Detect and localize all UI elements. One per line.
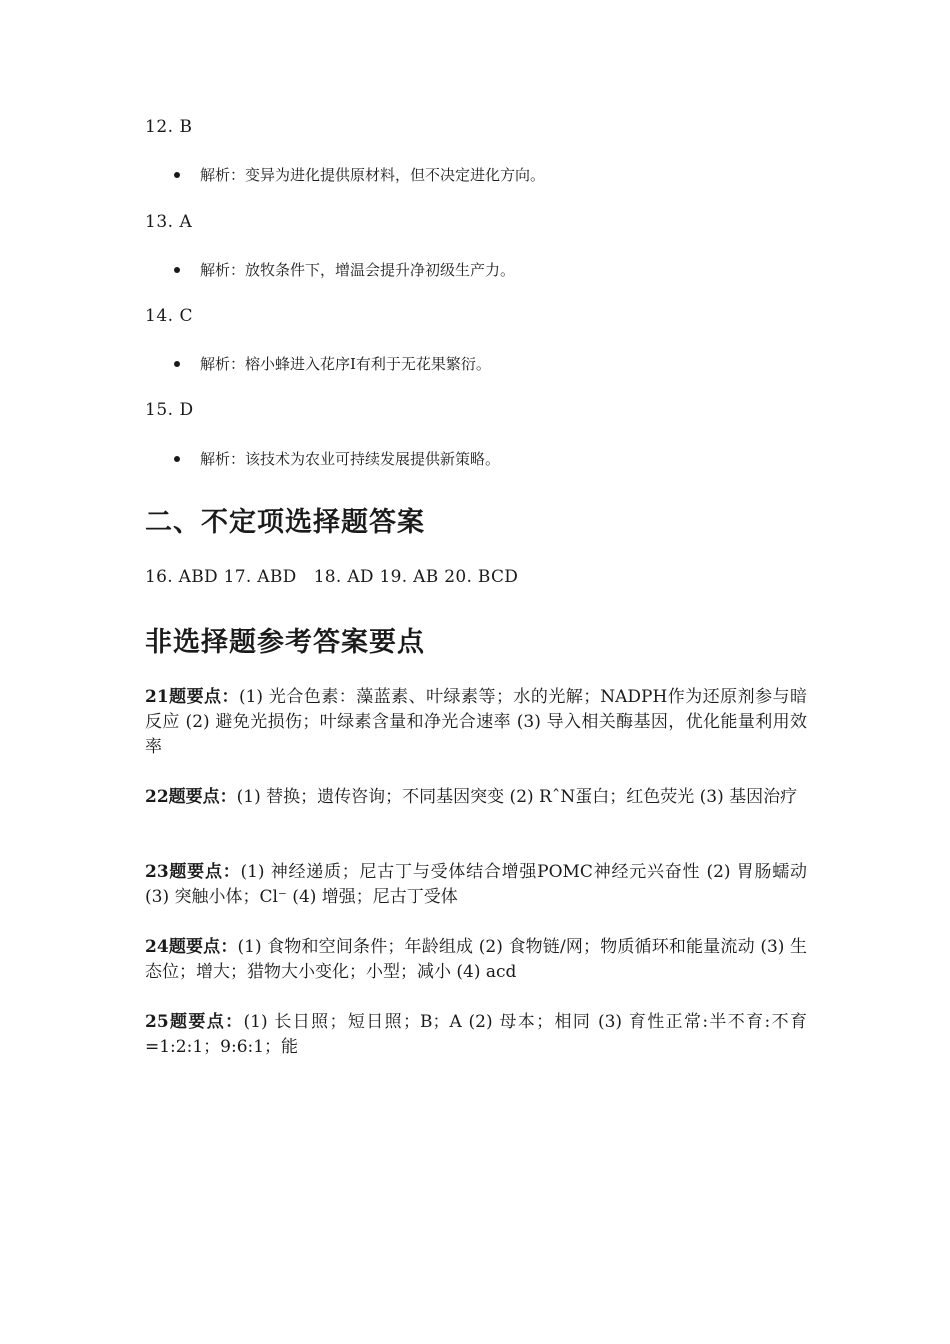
bullet-icon	[174, 172, 180, 178]
answer-point-22	[145, 785, 807, 810]
point-text: (1) 食物和空间条件；年龄组成 (2) 食物链/网；物质循环和能量流动 (3) 生态位；增大；猎物大小变化；小型；减小 (4) acd	[145, 937, 807, 982]
point-text: (1) 神经递质；尼古丁与受体结合增强POMC神经元兴奋性 (2) 胃肠蠕动 (3) 突触小体；Cl⁻ (4) 增强；尼古丁受体	[145, 862, 807, 907]
point-text: (1) 光合色素：藻蓝素、叶绿素等；水的光解；NADPH作为还原剂参与暗反应 (2) 避免光损伤；叶绿素含量和净光合速率 (3) 导入相关酶基因，优化能量利用效率	[145, 687, 807, 757]
bullet-icon	[174, 456, 180, 462]
explanation-12	[174, 164, 545, 185]
explanation-text: 解析：放牧条件下，增温会提升净初级生产力。	[200, 261, 516, 279]
explanation-15	[174, 448, 500, 469]
section2-heading: 二、不定项选择题答案	[145, 507, 425, 538]
explanation-text: 解析：该技术为农业可持续发展提供新策略。	[200, 450, 501, 468]
point-text: (1) 长日照；短日照；B；A (2) 母本；相同 (3) 育性正常:半不育:不育=1:2:1；9:6:1；能	[145, 1012, 807, 1057]
point-label: 22题要点：	[145, 787, 237, 807]
answer-12: 12. B	[145, 117, 193, 137]
answer-15: 15. D	[145, 400, 194, 420]
section3-heading: 非选择题参考答案要点	[145, 627, 425, 658]
answer-point-23	[145, 860, 807, 910]
point-label: 24题要点：	[145, 937, 238, 957]
answer-point-24	[145, 935, 807, 985]
point-label: 25题要点：	[145, 1012, 244, 1032]
answer-point-21	[145, 685, 807, 760]
point-label: 21题要点：	[145, 687, 239, 707]
answer-14: 14. C	[145, 306, 193, 326]
answer-point-25	[145, 1010, 807, 1060]
bullet-icon	[174, 267, 180, 273]
explanation-text: 解析：榕小蜂进入花序Ⅰ有利于无花果繁衍。	[200, 355, 491, 373]
explanation-13	[174, 259, 515, 280]
point-text: (1) 替换；遗传咨询；不同基因突变 (2) RˆN蛋白；红色荧光 (3) 基因治疗	[236, 787, 798, 807]
section2-answers: 16. ABD 17. ABD 18. AD 19. AB 20. BCD	[145, 567, 519, 587]
bullet-icon	[174, 361, 180, 367]
explanation-14	[174, 353, 491, 374]
point-label: 23题要点：	[145, 862, 241, 882]
answer-13: 13. A	[145, 212, 193, 232]
explanation-text: 解析：变异为进化提供原材料，但不决定进化方向。	[200, 166, 546, 184]
